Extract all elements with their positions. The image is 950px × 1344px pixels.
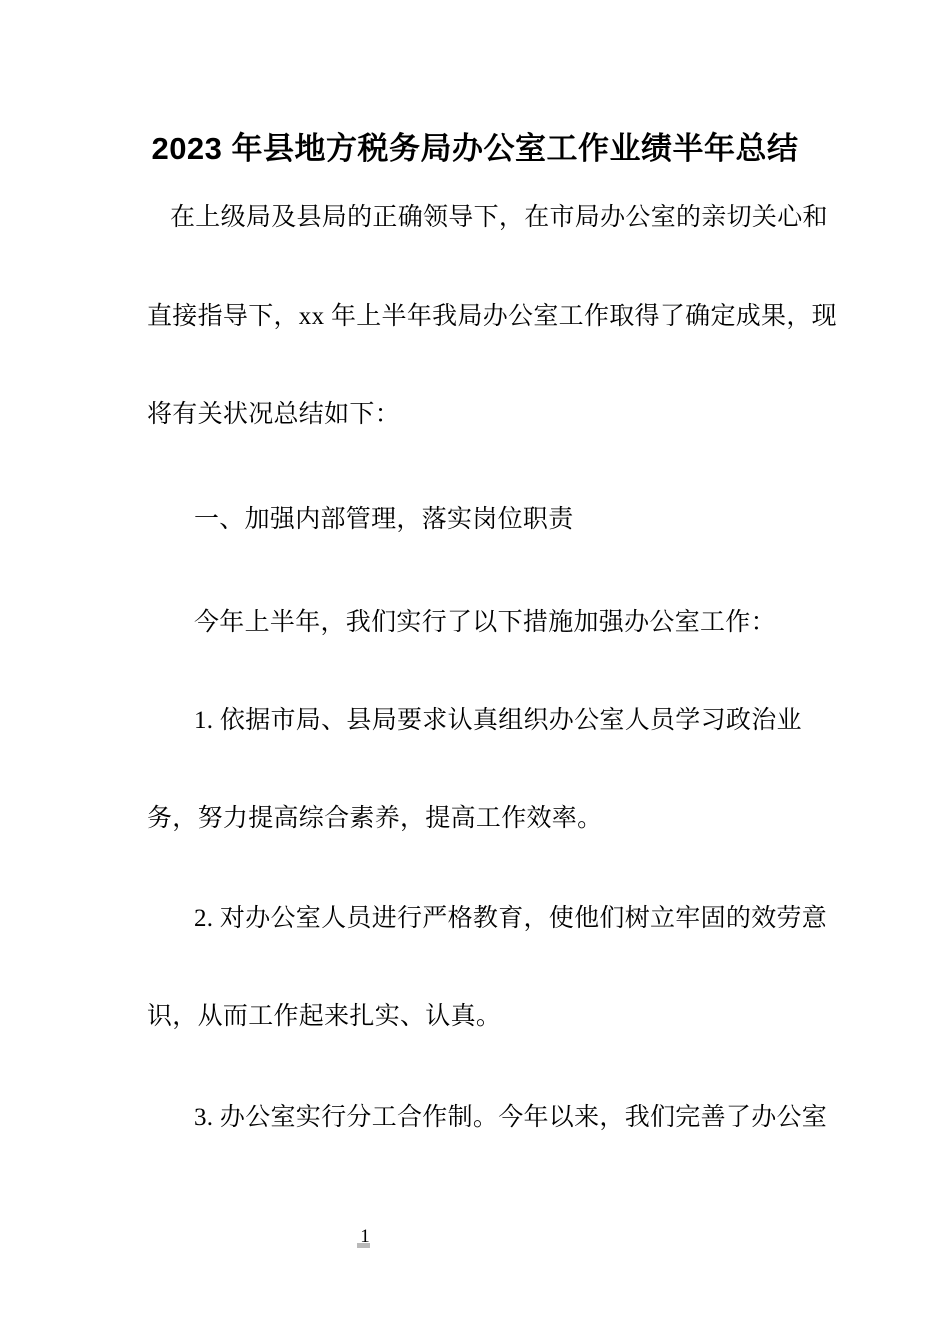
section-heading-1: 一、加强内部管理，落实岗位职责 xyxy=(194,506,574,533)
body-line-2: 直接指导下，xx 年上半年我局办公室工作取得了确定成果，现 xyxy=(147,303,837,330)
list-item-1-line-2: 务，努力提高综合素养，提高工作效率。 xyxy=(147,805,603,832)
body-line-1: 在上级局及县局的正确领导下，在市局办公室的亲切关心和 xyxy=(170,204,828,231)
list-item-1-line-1: 1. 依据市局、县局要求认真组织办公室人员学习政治业 xyxy=(194,707,802,734)
list-item-2-line-2: 识，从而工作起来扎实、认真。 xyxy=(147,1003,502,1030)
page-number: 1 xyxy=(360,1226,370,1247)
list-item-3-line-1: 3. 办公室实行分工合作制。今年以来，我们完善了办公室 xyxy=(194,1104,828,1131)
list-item-2-line-1: 2. 对办公室人员进行严格教育，使他们树立牢固的效劳意 xyxy=(194,905,828,932)
body-line-3: 将有关状况总结如下： xyxy=(147,401,401,428)
document-title: 2023 年县地方税务局办公室工作业绩半年总结 xyxy=(151,131,799,166)
body-line-5: 今年上半年，我们实行了以下措施加强办公室工作： xyxy=(194,609,776,636)
